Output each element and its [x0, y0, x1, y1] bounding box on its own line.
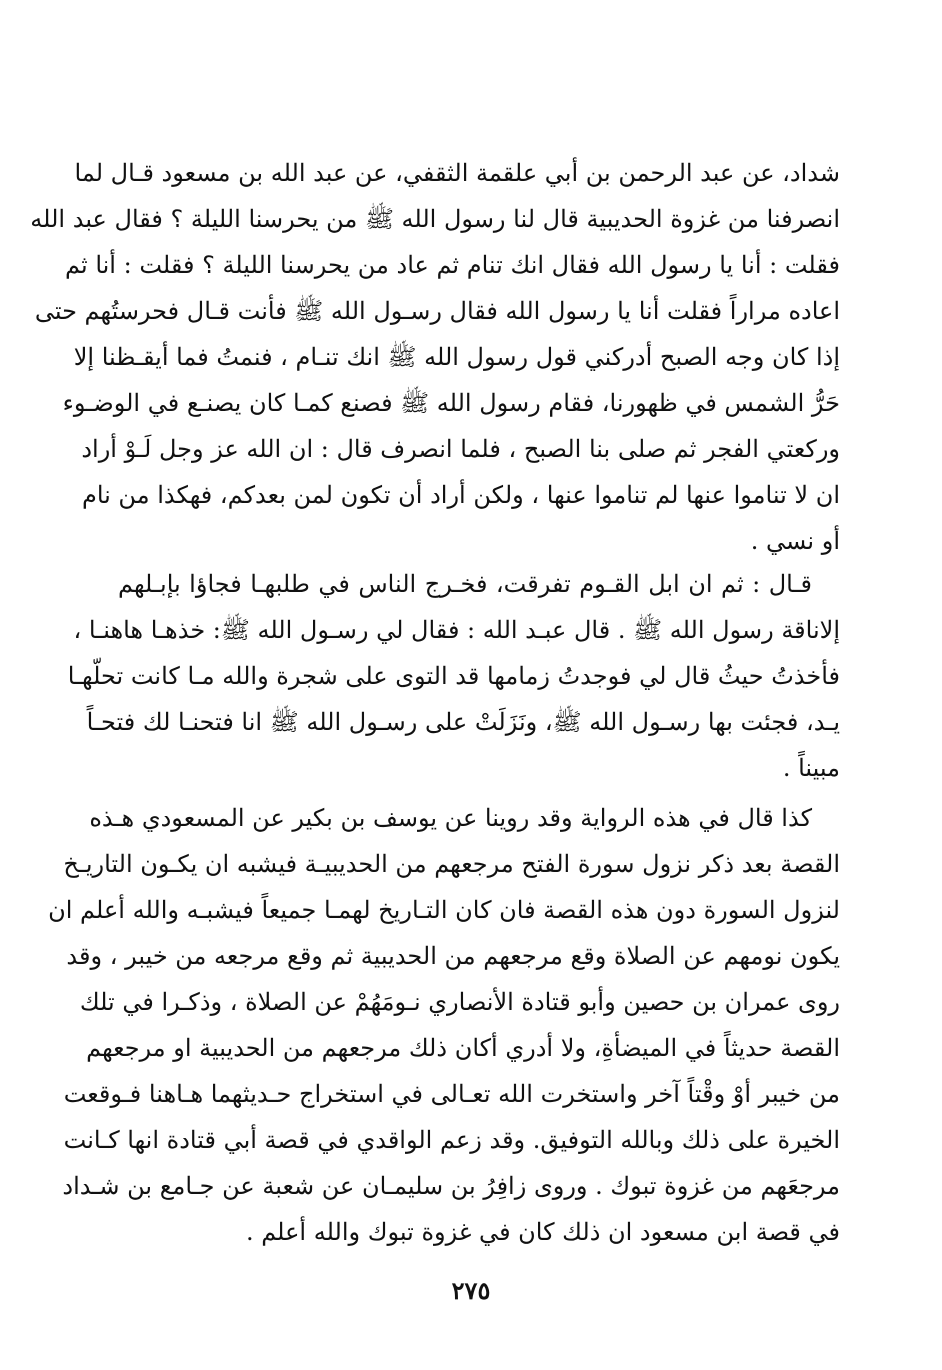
text-line: فقلت : أنا يا رسول الله فقال انك تنام ثم عاد من يحرسنا الليلة ؟ فقلت : أنا ثم — [65, 251, 840, 279]
text-line: لنزول السورة دون هذه القصة فان كان التـاريخ لهمـا جميعاً فيشبـه والله أعلم ان — [48, 896, 840, 924]
text-line: كذا قال في هذه الرواية وقد روينا عن يوسف بن بكير عن المسعودي هـذه — [89, 804, 812, 832]
text-line: يـد، فجئت بها رسـول الله ﷺ، ونَزَلَتْ على رسـول الله ﷺ انا فتحنـا لك فتحـاً — [86, 708, 840, 736]
text-line: القصة حديثاً في الميضأةِ، ولا أدري أكان ذلك مرجعهم من الحديبية او مرجعهم — [86, 1034, 840, 1062]
text-line: شداد، عن عبد الرحمن بن أبي علقمة الثقفي، عن عبد الله بن مسعود قـال لما — [74, 159, 840, 187]
text-line: فأخذتُ حيثُ قال لي فوجدتُ زمامها قد التوى على شجرة والله مـا كانت تحلّهـا — [67, 662, 840, 690]
text-line: إلاناقة رسول الله ﷺ . قال عبـد الله : فقال لي رسـول الله ﷺ: خذهـا هاهنـا ، — [73, 616, 840, 644]
text-line: اعاده مراراً فقلت أنا يا رسول الله فقال رسـول الله ﷺ فأنت قـال فحرستُهم حتى — [34, 297, 840, 325]
text-line: القصة بعد ذكر نزول سورة الفتح مرجعهم من الحديبيـة فيشبه ان يكـون التاريـخ — [63, 850, 840, 878]
text-line: في قصة ابن مسعود ان ذلك كان في غزوة تبوك والله أعلم . — [245, 1218, 840, 1246]
page-number: ٢٧٥ — [451, 1276, 491, 1305]
text-line: وركعتي الفجر ثم صلى بنا الصبح ، فلما انصرف قال : ان الله عز وجل لَـوْ أراد — [81, 435, 840, 463]
text-line: انصرفنا من غزوة الحديبية قال لنا رسول الله ﷺ من يحرسنا الليلة ؟ فقال عبد الله — [30, 205, 840, 233]
text-line: إذا كان وجه الصبح أدركني قول رسول الله ﷺ انك تنـام ، فنمتُ فما أيقـظنا إلا — [73, 343, 840, 371]
text-line: مرجعَهم من غزوة تبوك . وروى زافِرُ بن سليمـان عن شعبة عن جـامع بن شـداد — [62, 1172, 840, 1200]
paragraph-2 — [67, 561, 840, 791]
text-line: يكون نومهم عن الصلاة وقع مرجعهم من الحديبية ثم وقع مرجعه من خيبر ، وقد — [66, 942, 840, 970]
text-line: من خيبر أوْ وقْتاً آخر واستخرت الله تعـالى في استخراج حـديثهما هـاهنا فـوقعت — [63, 1080, 840, 1108]
text-line: حَرُّ الشمس في ظهورنا، فقام رسول الله ﷺ فصنع كمـا كان يصنـع في الوضـوء — [62, 389, 840, 417]
paragraph-1 — [30, 150, 840, 564]
text-line: مبيناً . — [782, 754, 840, 782]
text-line: روى عمران بن حصين وأبو قتادة الأنصاري نـومَهُمْ عن الصلاة ، وذكـرا في تلك — [79, 988, 840, 1016]
paragraph-3 — [48, 795, 840, 1255]
text-line: أو نسي . — [750, 527, 840, 555]
text-line: الخيرة على ذلك وبالله التوفيق. وقد زعم الواقدي في قصة أبي قتادة انها كـانت — [63, 1126, 840, 1154]
text-line: ان لا تناموا عنها لم تناموا عنها ، ولكن أراد أن تكون لمن بعدكم، فهكذا من نام — [81, 481, 840, 509]
text-line: قـال : ثم ان ابل القـوم تفرقت، فخـرج الناس في طلبهـا فجاؤا بإبـلهم — [118, 570, 812, 598]
